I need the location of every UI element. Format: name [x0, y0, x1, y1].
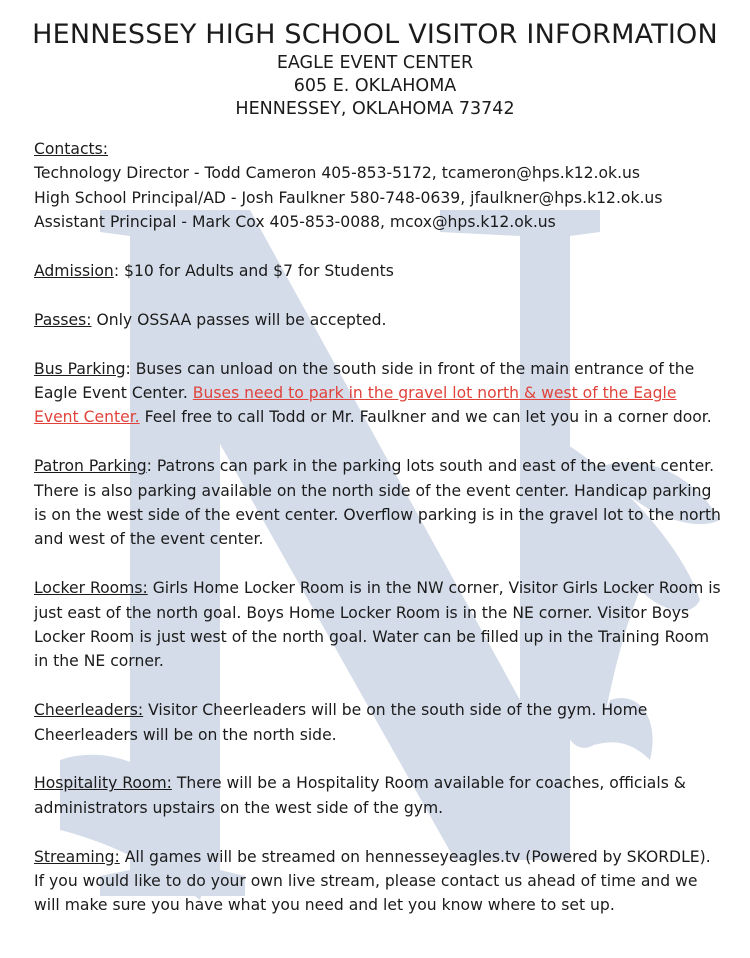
contacts-label: Contacts:: [34, 140, 109, 158]
locker-rooms-label: Locker Rooms:: [34, 579, 148, 598]
patron-parking-section: [34, 454, 724, 552]
locker-rooms-text: Girls Home Locker Room is in the NW corner, Visitor Girls Locker Room is just east of the north goal. Boys Home Locker Room is in the NE corner. Visitor Boys Locker Room is just west of the north goal. Water can be filled up in the Training Room in the NE corner.: [34, 579, 721, 671]
hospitality-label: Hospitality Room:: [34, 774, 172, 793]
bus-parking-section: [34, 357, 724, 430]
document-body: [34, 137, 724, 942]
cheerleaders-text: Visitor Cheerleaders will be on the south side of the gym. Home Cheerleaders will be on the north side.: [34, 701, 648, 744]
contact-line: Assistant Principal - Mark Cox 405-853-0088, mcox@hps.k12.ok.us: [34, 213, 556, 232]
patron-parking-label: Patron Parking: [34, 457, 147, 476]
venue-name: EAGLE EVENT CENTER: [276, 53, 474, 73]
bus-parking-highlight: Buses need to park in the gravel lot north & west of the Eagle Event Center.: [34, 384, 677, 427]
city-state-zip: HENNESSEY, OKLAHOMA 73742: [235, 99, 515, 119]
passes-label: Passes:: [34, 310, 92, 329]
document-header: [0, 0, 750, 121]
cheerleaders-section: [34, 698, 724, 747]
bus-parking-text-end: Feel free to call Todd or Mr. Faulkner and we can let you in a corner door.: [139, 408, 712, 427]
patron-parking-text: : Patrons can park in the parking lots south and east of the event center. There is also parking available on the north side of the event center. Handicap parking is on the west side of the event center. Overflow parking is in the gravel lot to the north and west of the event center.: [34, 457, 721, 549]
page-title: HENNESSEY HIGH SCHOOL VISITOR INFORMATION: [32, 19, 718, 50]
locker-rooms-section: [34, 576, 724, 674]
hospitality-text: There will be a Hospitality Room available for coaches, officials & administrators upstairs on the west side of the gym.: [34, 774, 686, 817]
admission-section: [34, 259, 724, 283]
streaming-label: Streaming:: [34, 847, 120, 866]
admission-label: Admission: [34, 262, 114, 281]
passes-section: [34, 308, 724, 332]
bus-parking-text: : Buses can unload on the south side in front of the main entrance of the Eagle Event Center.: [34, 359, 695, 403]
cheerleaders-label: Cheerleaders:: [34, 701, 144, 720]
street-address: 605 E. OKLAHOMA: [293, 76, 457, 96]
admission-text: : $10 for Adults and $7 for Students: [113, 262, 394, 281]
contact-line: Technology Director - Todd Cameron 405-853-5172, tcameron@hps.k12.ok.us: [34, 164, 641, 183]
hospitality-section: [34, 771, 724, 820]
streaming-section: [34, 845, 724, 918]
bus-parking-label: Bus Parking: [34, 359, 126, 378]
passes-text: Only OSSAA passes will be accepted.: [91, 310, 387, 329]
contact-line: High School Principal/AD - Josh Faulkner 580-748-0639, jfaulkner@hps.k12.ok.us: [34, 188, 663, 207]
streaming-text: All games will be streamed on hennesseyeagles.tv (Powered by SKORDLE). If you would like to do your own live stream, please contact us ahead of time and we will make sure you have what you need and let you know where to set up.: [34, 847, 711, 915]
contacts-section: [34, 137, 724, 235]
